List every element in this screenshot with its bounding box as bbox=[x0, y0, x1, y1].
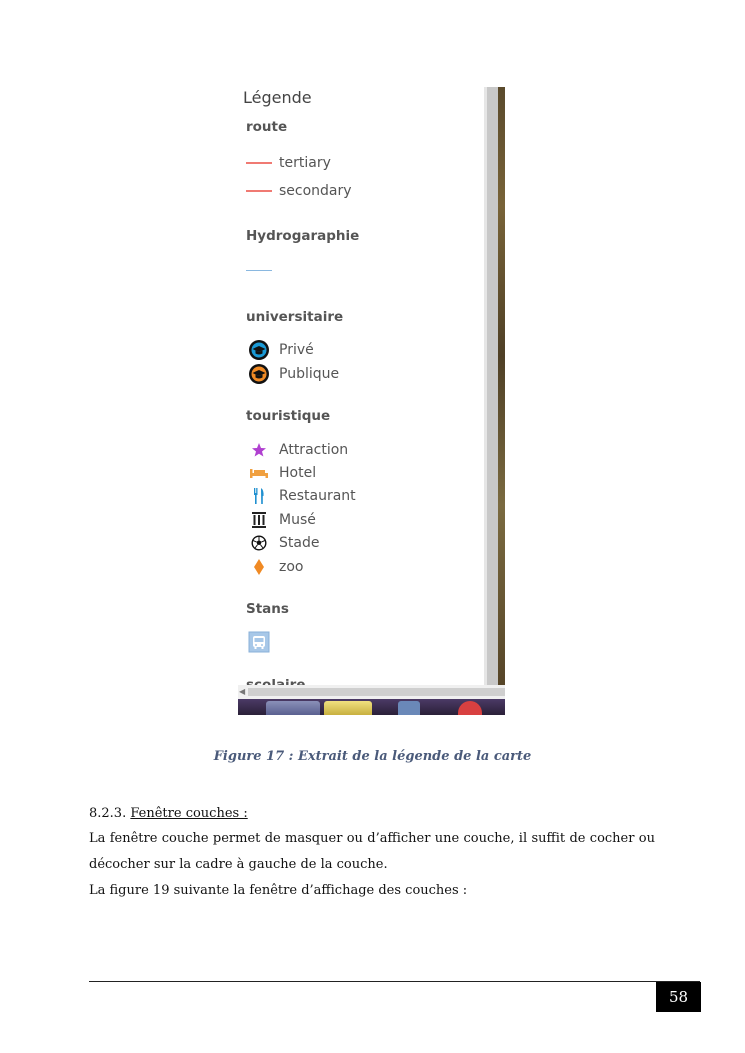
legend-panel bbox=[238, 87, 484, 685]
legend-group-hydrographie: Hydrogaraphie bbox=[246, 228, 360, 244]
star-icon bbox=[246, 440, 272, 460]
secondary-line-icon bbox=[246, 181, 272, 201]
legend-title: Légende bbox=[243, 88, 312, 107]
legend-group-universitaire: universitaire bbox=[246, 309, 344, 325]
legend-item-stade: Stade bbox=[246, 533, 319, 553]
legend-item-muse: Musé bbox=[246, 510, 316, 530]
legend-item-restaurant: Restaurant bbox=[246, 486, 356, 506]
fork-knife-icon bbox=[246, 486, 272, 506]
legend-item-hydro bbox=[246, 260, 279, 280]
section-heading bbox=[89, 806, 248, 821]
legend-group-route: route bbox=[246, 119, 288, 135]
vertical-scrollbar[interactable] bbox=[484, 87, 498, 685]
legend-item-secondary: secondary bbox=[246, 181, 352, 201]
bus-icon bbox=[246, 632, 272, 652]
water-line-icon bbox=[246, 260, 272, 280]
graduation-cap-icon bbox=[246, 340, 272, 360]
legend-group-stans: Stans bbox=[246, 601, 289, 617]
taskbar-app-button[interactable] bbox=[398, 701, 420, 715]
legend-item-stans bbox=[246, 632, 279, 652]
horizontal-scrollbar[interactable] bbox=[238, 685, 505, 699]
diamond-icon bbox=[246, 557, 272, 577]
figure-caption: Figure 17 : Extrait de la légende de la carte bbox=[213, 749, 532, 764]
paragraph-line-1: La fenêtre couche permet de masquer ou d’afficher une couche, il suffit de cocher ou bbox=[89, 831, 655, 846]
legend-item-attraction: Attraction bbox=[246, 440, 348, 460]
tertiary-line-icon bbox=[246, 153, 272, 173]
paragraph-line-3: La figure 19 suivante la fenêtre d’affichage des couches : bbox=[89, 883, 468, 898]
paragraph-line-2: décocher sur la cadre à gauche de la couche. bbox=[89, 857, 388, 872]
taskbar-browser-button[interactable] bbox=[266, 701, 320, 715]
scroll-left-icon[interactable]: ◀ bbox=[239, 687, 246, 696]
legend-item-zoo: zoo bbox=[246, 557, 303, 577]
bed-icon bbox=[246, 463, 272, 483]
scrollbar-thumb[interactable] bbox=[248, 688, 505, 696]
legend-item-hotel: Hotel bbox=[246, 463, 316, 483]
taskbar bbox=[238, 699, 505, 715]
section-number: 8.2.3. bbox=[89, 806, 127, 821]
legend-item-publique: Publique bbox=[246, 364, 339, 384]
footer-rule bbox=[89, 981, 700, 982]
legend-screenshot bbox=[238, 87, 505, 715]
taskbar-chrome-button[interactable] bbox=[458, 701, 482, 715]
museum-icon bbox=[246, 510, 272, 530]
taskbar-folder-button[interactable] bbox=[324, 701, 372, 715]
legend-group-touristique: touristique bbox=[246, 408, 331, 424]
soccer-ball-icon bbox=[246, 533, 272, 553]
section-title: Fenêtre couches : bbox=[130, 806, 248, 821]
map-edge bbox=[498, 87, 505, 685]
page-number: 58 bbox=[656, 982, 701, 1012]
legend-item-prive: Privé bbox=[246, 340, 314, 360]
graduation-cap-icon bbox=[246, 364, 272, 384]
legend-item-tertiary: tertiary bbox=[246, 153, 331, 173]
